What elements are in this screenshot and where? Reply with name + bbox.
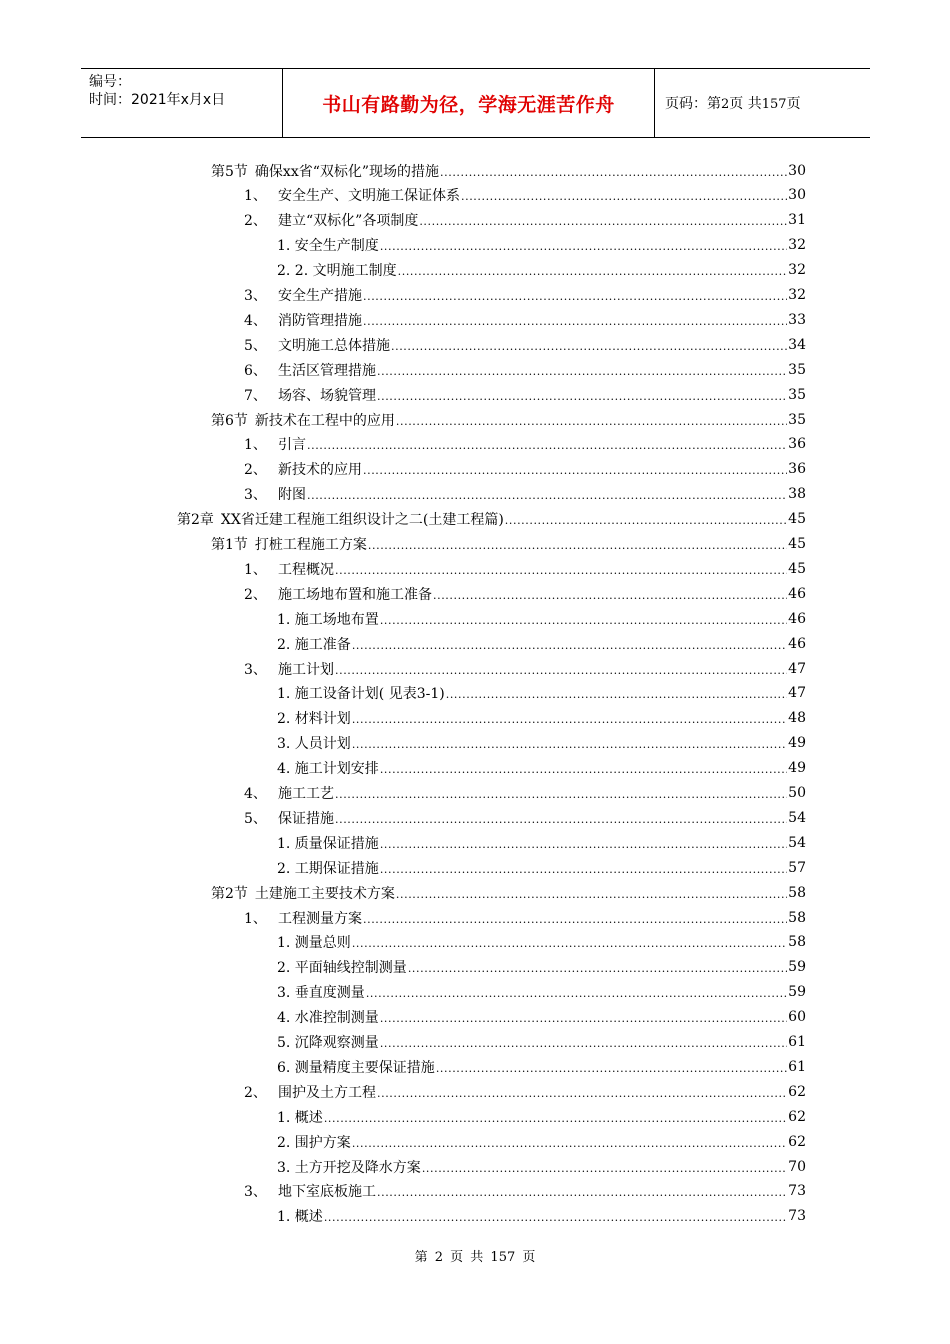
toc-entry-number: 4、 [244, 786, 267, 802]
toc-entry-title: 2. 平面轴线控制测量 [277, 960, 407, 977]
page-suffix: 页 [786, 96, 801, 112]
toc-entry-title: 1. 概述 [277, 1209, 323, 1226]
toc-entry-title: 1. 质量保证措施 [277, 835, 379, 852]
toc-entry-page: 54 [788, 809, 806, 826]
toc-entry-title: 围护及土方工程 [278, 1084, 376, 1101]
toc-entry-title: 1. 概述 [277, 1109, 323, 1126]
toc-entry-label [244, 185, 460, 205]
toc-entry[interactable] [277, 731, 806, 756]
toc-entry[interactable] [244, 332, 806, 357]
toc-entry-label [244, 559, 334, 579]
toc-entry-page: 70 [788, 1158, 806, 1175]
toc-dot-leader [335, 664, 787, 678]
toc-entry-page: 59 [788, 959, 806, 976]
toc-entry-page: 35 [788, 361, 806, 378]
toc-entry-page: 38 [788, 486, 806, 503]
toc-entry[interactable] [277, 1204, 806, 1229]
toc-entry-title: 确保xx省“双标化”现场的措施 [254, 163, 440, 180]
toc-entry-title: 1. 施工设备计划( 见表3-1) [277, 686, 445, 703]
toc-entry-label [277, 260, 397, 280]
toc-entry-title: 1. 安全生产制度 [277, 238, 379, 255]
toc-entry-number: 2、 [244, 1084, 267, 1101]
header-motto-cell [283, 69, 655, 137]
toc-entry-page: 54 [788, 834, 806, 851]
toc-entry-number: 3、 [244, 661, 267, 678]
toc-dot-leader [352, 639, 787, 653]
toc-entry-label [277, 733, 351, 753]
toc-entry-title: 2. 工期保证措施 [277, 860, 379, 877]
toc-entry-label [244, 783, 334, 803]
toc-entry-page: 30 [788, 187, 806, 204]
toc-entry[interactable] [244, 805, 806, 830]
toc-entry-title: 保证措施 [278, 810, 334, 827]
toc-dot-leader [396, 415, 787, 429]
toc-dot-leader [352, 738, 787, 752]
toc-entry-title: 施工工艺 [278, 786, 334, 802]
toc-entry[interactable] [244, 581, 806, 606]
toc-entry-label [211, 534, 367, 554]
toc-entry-page: 33 [788, 311, 806, 328]
toc-entry-number: 第6节 [211, 412, 248, 429]
toc-entry-label [277, 1057, 435, 1077]
toc-dot-leader [380, 240, 787, 254]
page-prefix: 页码：第 [665, 96, 721, 112]
toc-entry-title: 新技术的应用 [278, 462, 362, 479]
toc-entry-number: 3、 [244, 288, 267, 304]
page-total: 157 [761, 97, 787, 112]
toc-entry-label [244, 434, 306, 454]
toc-entry-number: 4、 [244, 312, 267, 329]
toc-dot-leader [380, 1037, 787, 1051]
toc-entry-label [244, 484, 306, 504]
toc-entry-page: 46 [788, 610, 806, 627]
toc-entry-number: 3、 [244, 1184, 267, 1201]
toc-entry-page: 45 [788, 536, 806, 552]
toc-entry-page: 30 [788, 162, 806, 179]
toc-dot-leader [363, 913, 787, 927]
header-info-cell [81, 69, 283, 137]
toc-entry[interactable] [244, 1179, 806, 1204]
toc-entry-number: 2、 [244, 462, 267, 479]
toc-entry-number: 1、 [244, 437, 267, 454]
toc-entry-label [277, 609, 379, 629]
header-motto: 书山有路勤为径，学海无涯苦作舟 [322, 93, 615, 116]
toc-entry-page: 46 [788, 585, 806, 602]
toc-entry-label [244, 1181, 376, 1201]
toc-entry[interactable] [277, 1104, 806, 1129]
toc-entry-title: 新技术在工程中的应用 [254, 412, 395, 429]
toc-dot-leader [380, 863, 787, 877]
toc-dot-leader [440, 166, 787, 180]
toc-entry-title: 打桩工程施工方案 [254, 537, 367, 553]
toc-entry[interactable] [277, 1030, 806, 1055]
toc-dot-leader [461, 190, 787, 204]
toc-entry-title: 4. 水准控制测量 [277, 1010, 379, 1027]
toc-entry[interactable] [277, 830, 806, 855]
page-current: 2 [721, 97, 730, 112]
toc-entry[interactable] [244, 432, 806, 457]
toc-dot-leader [368, 539, 787, 553]
toc-dot-leader [433, 589, 787, 603]
toc-entry-label [277, 957, 407, 977]
toc-entry-page: 35 [788, 386, 806, 403]
toc-entry[interactable] [177, 507, 806, 532]
toc-entry[interactable] [277, 930, 806, 955]
toc-entry-number: 5、 [244, 337, 267, 354]
toc-entry-number: 7、 [244, 387, 267, 404]
toc-entry-page: 48 [788, 710, 806, 727]
toc-dot-leader [377, 1186, 787, 1200]
toc-entry-number: 2、 [244, 586, 267, 603]
toc-entry-label [277, 1032, 379, 1052]
toc-entry[interactable] [244, 382, 806, 407]
toc-entry-page: 32 [788, 287, 806, 303]
toc-entry-title: 文明施工总体措施 [278, 337, 390, 354]
toc-dot-leader [380, 614, 787, 628]
toc-dot-leader [352, 713, 787, 727]
toc-entry-label [277, 235, 379, 255]
toc-entry-title: 4. 施工计划安排 [277, 761, 379, 778]
toc-entry-number: 1、 [244, 188, 267, 205]
page-footer: 第 2 页 共 157 页 [414, 1250, 536, 1265]
toc-entry-title: 工程测量方案 [278, 910, 362, 927]
toc-entry-label [244, 808, 334, 828]
toc-dot-leader [380, 838, 787, 852]
toc-dot-leader [377, 365, 787, 379]
toc-entry-label [244, 1082, 376, 1102]
toc-entry[interactable] [244, 183, 806, 208]
toc-entry-page: 46 [788, 635, 806, 652]
toc-entry-title: 安全生产措施 [278, 288, 362, 304]
toc-entry[interactable] [277, 681, 806, 706]
toc-entry-label [277, 1157, 421, 1177]
toc-entry[interactable] [277, 955, 806, 980]
toc-entry[interactable] [211, 158, 806, 183]
toc-entry-number: 第1节 [211, 537, 248, 553]
toc-entry-title: 6. 测量精度主要保证措施 [277, 1059, 435, 1076]
toc-entry-page: 34 [788, 336, 806, 353]
toc-entry-label [244, 210, 418, 230]
toc-entry-label [211, 883, 395, 903]
toc-entry-title: 3. 垂直度测量 [277, 985, 365, 1002]
toc-entry[interactable] [244, 208, 806, 233]
toc-entry-title: 1. 测量总则 [277, 935, 351, 952]
toc-entry[interactable] [277, 855, 806, 880]
toc-entry-number: 1、 [244, 910, 267, 927]
toc-entry-title: 引言 [278, 437, 306, 454]
toc-entry-page: 73 [788, 1183, 806, 1200]
toc-entry[interactable] [244, 457, 806, 482]
toc-entry-label [277, 1132, 351, 1152]
toc-entry[interactable] [211, 880, 806, 905]
toc-entry-page: 58 [788, 884, 806, 901]
toc-entry-title: 2. 围护方案 [277, 1134, 351, 1151]
toc-entry-title: 3. 人员计划 [277, 736, 351, 753]
toc-entry-label [277, 932, 351, 952]
toc-dot-leader [422, 1162, 787, 1176]
toc-entry-title: 2. 材料计划 [277, 711, 351, 728]
toc-entry-label [277, 1007, 379, 1027]
toc-entry[interactable] [277, 756, 806, 781]
toc-entry-number: 1、 [244, 561, 267, 578]
toc-entry-title: 2. 施工准备 [277, 636, 351, 653]
toc-entry-label [211, 410, 395, 430]
toc-dot-leader [363, 315, 787, 329]
toc-entry[interactable] [277, 606, 806, 631]
toc-entry[interactable] [211, 532, 806, 557]
toc-entry-number: 第2节 [211, 885, 248, 902]
toc-entry-title: 5. 沉降观察测量 [277, 1035, 379, 1051]
toc-entry-page: 49 [788, 760, 806, 777]
toc-entry-number: 第2章 [177, 512, 214, 529]
document-date: 时间：2021年x月x日 [89, 92, 226, 108]
toc-entry-title: 2. 2. 文明施工制度 [277, 263, 397, 280]
toc-entry-label [244, 285, 362, 305]
toc-entry-page: 62 [788, 1083, 806, 1100]
toc-dot-leader [396, 888, 787, 902]
header-page-cell [655, 69, 870, 137]
toc-entry-page: 58 [788, 934, 806, 951]
toc-entry-title: 土建施工主要技术方案 [254, 885, 395, 902]
toc-entry-page: 49 [788, 735, 806, 752]
toc-entry-label [244, 335, 390, 355]
toc-dot-leader [505, 514, 787, 528]
toc-dot-leader [335, 788, 787, 802]
toc-entry[interactable] [277, 706, 806, 731]
page-mid: 页 共 [729, 96, 762, 112]
toc-entry-number: 3、 [244, 487, 267, 504]
toc-entry-page: 32 [788, 237, 806, 254]
toc-entry-label [277, 708, 351, 728]
toc-entry[interactable] [211, 407, 806, 432]
toc-entry[interactable] [244, 283, 806, 308]
toc-entry-page: 31 [788, 212, 806, 229]
toc-entry-number: 2、 [244, 213, 267, 230]
toc-entry-page: 60 [788, 1009, 806, 1026]
toc-entry-label [244, 310, 362, 330]
toc-entry-label [244, 459, 362, 479]
toc-entry-page: 35 [788, 411, 806, 428]
toc-dot-leader [352, 937, 787, 951]
toc-entry-title: 1. 施工场地布置 [277, 611, 379, 628]
toc-entry-page: 57 [788, 859, 806, 876]
toc-entry-title: 施工计划 [278, 661, 334, 678]
toc-entry[interactable] [277, 631, 806, 656]
toc-entry-title: 工程概况 [278, 561, 334, 578]
toc-dot-leader [324, 1211, 787, 1225]
page-header [81, 68, 870, 138]
toc-entry-page: 59 [788, 984, 806, 1001]
toc-entry[interactable] [244, 556, 806, 581]
toc-entry-page: 45 [788, 511, 806, 528]
toc-dot-leader [398, 265, 788, 279]
toc-entry-label [277, 683, 445, 703]
toc-dot-leader [377, 1087, 787, 1101]
toc-entry-page: 62 [788, 1133, 806, 1150]
toc-entry-title: 地下室底板施工 [278, 1184, 376, 1201]
toc-entry-title: 施工场地布置和施工准备 [278, 586, 432, 603]
toc-entry-page: 61 [788, 1058, 806, 1075]
toc-entry-title: 建立“双标化”各项制度 [278, 213, 419, 230]
toc-entry-label [277, 982, 365, 1002]
toc-entry-label [244, 659, 334, 679]
toc-entry[interactable] [244, 307, 806, 332]
toc-entry-label [277, 1206, 323, 1226]
toc-entry[interactable] [244, 781, 806, 806]
toc-entry[interactable] [244, 656, 806, 681]
toc-dot-leader [366, 987, 787, 1001]
toc-entry-label [244, 360, 376, 380]
toc-entry[interactable] [244, 357, 806, 382]
toc-dot-leader [380, 1012, 787, 1026]
toc-entry-page: 45 [788, 560, 806, 577]
toc-entry-number: 6、 [244, 362, 267, 379]
toc-entry-page: 62 [788, 1108, 806, 1125]
toc-dot-leader [363, 290, 787, 304]
toc-entry[interactable] [277, 1054, 806, 1079]
toc-dot-leader [446, 688, 787, 702]
toc-dot-leader [335, 813, 787, 827]
toc-entry-page: 47 [788, 660, 806, 677]
toc-entry-page: 36 [788, 436, 806, 453]
toc-entry[interactable] [277, 1129, 806, 1154]
toc-dot-leader [377, 390, 787, 404]
toc-entry-title: 生活区管理措施 [278, 362, 376, 379]
toc-dot-leader [324, 1112, 787, 1126]
toc-dot-leader [380, 763, 787, 777]
toc-entry-label [211, 161, 439, 181]
toc-entry-label [244, 584, 432, 604]
toc-entry-label [277, 1107, 323, 1127]
toc-entry-page: 36 [788, 461, 806, 478]
toc-entry[interactable] [244, 1079, 806, 1104]
toc-dot-leader [307, 439, 787, 453]
toc-entry[interactable] [277, 1005, 806, 1030]
toc-entry-label [277, 833, 379, 853]
toc-entry-label [277, 634, 351, 654]
toc-entry-page: 73 [788, 1208, 806, 1225]
toc-entry-title: 消防管理措施 [278, 312, 362, 329]
toc-dot-leader [419, 215, 787, 229]
toc-entry[interactable] [277, 233, 806, 258]
toc-dot-leader [352, 1137, 787, 1151]
toc-entry-label [277, 758, 379, 778]
toc-dot-leader [363, 464, 787, 478]
toc-entry-number: 第5节 [211, 163, 248, 180]
toc-entry-page: 61 [788, 1034, 806, 1050]
toc-entry-title: XX省迁建工程施工组织设计之二(土建工程篇) [220, 512, 504, 529]
toc-dot-leader [335, 564, 787, 578]
toc-entry-page: 58 [788, 909, 806, 926]
toc-entry-label [277, 858, 379, 878]
toc-entry-number: 5、 [244, 810, 267, 827]
toc-entry[interactable] [277, 980, 806, 1005]
toc-entry-page: 32 [788, 262, 806, 279]
toc-entry-label [244, 385, 376, 405]
toc-dot-leader [436, 1062, 787, 1076]
toc-dot-leader [391, 340, 787, 354]
toc-entry-page: 47 [788, 685, 806, 702]
toc-dot-leader [408, 962, 787, 976]
document-number-label: 编号： [89, 74, 131, 90]
toc-entry-title: 3. 土方开挖及降水方案 [277, 1159, 421, 1176]
toc-entry-label [244, 908, 362, 928]
toc-entry[interactable] [277, 258, 806, 283]
toc-entry[interactable] [277, 1154, 806, 1179]
toc-entry[interactable] [244, 905, 806, 930]
toc-entry-title: 场容、场貌管理 [278, 387, 376, 404]
toc-entry[interactable] [244, 482, 806, 507]
toc-entry-title: 安全生产、文明施工保证体系 [278, 188, 460, 205]
toc-dot-leader [307, 489, 787, 503]
header-page-info [665, 93, 801, 113]
toc-entry-title: 附图 [278, 487, 306, 504]
toc-entry-page: 50 [788, 785, 806, 801]
toc-entry-label [177, 509, 504, 529]
